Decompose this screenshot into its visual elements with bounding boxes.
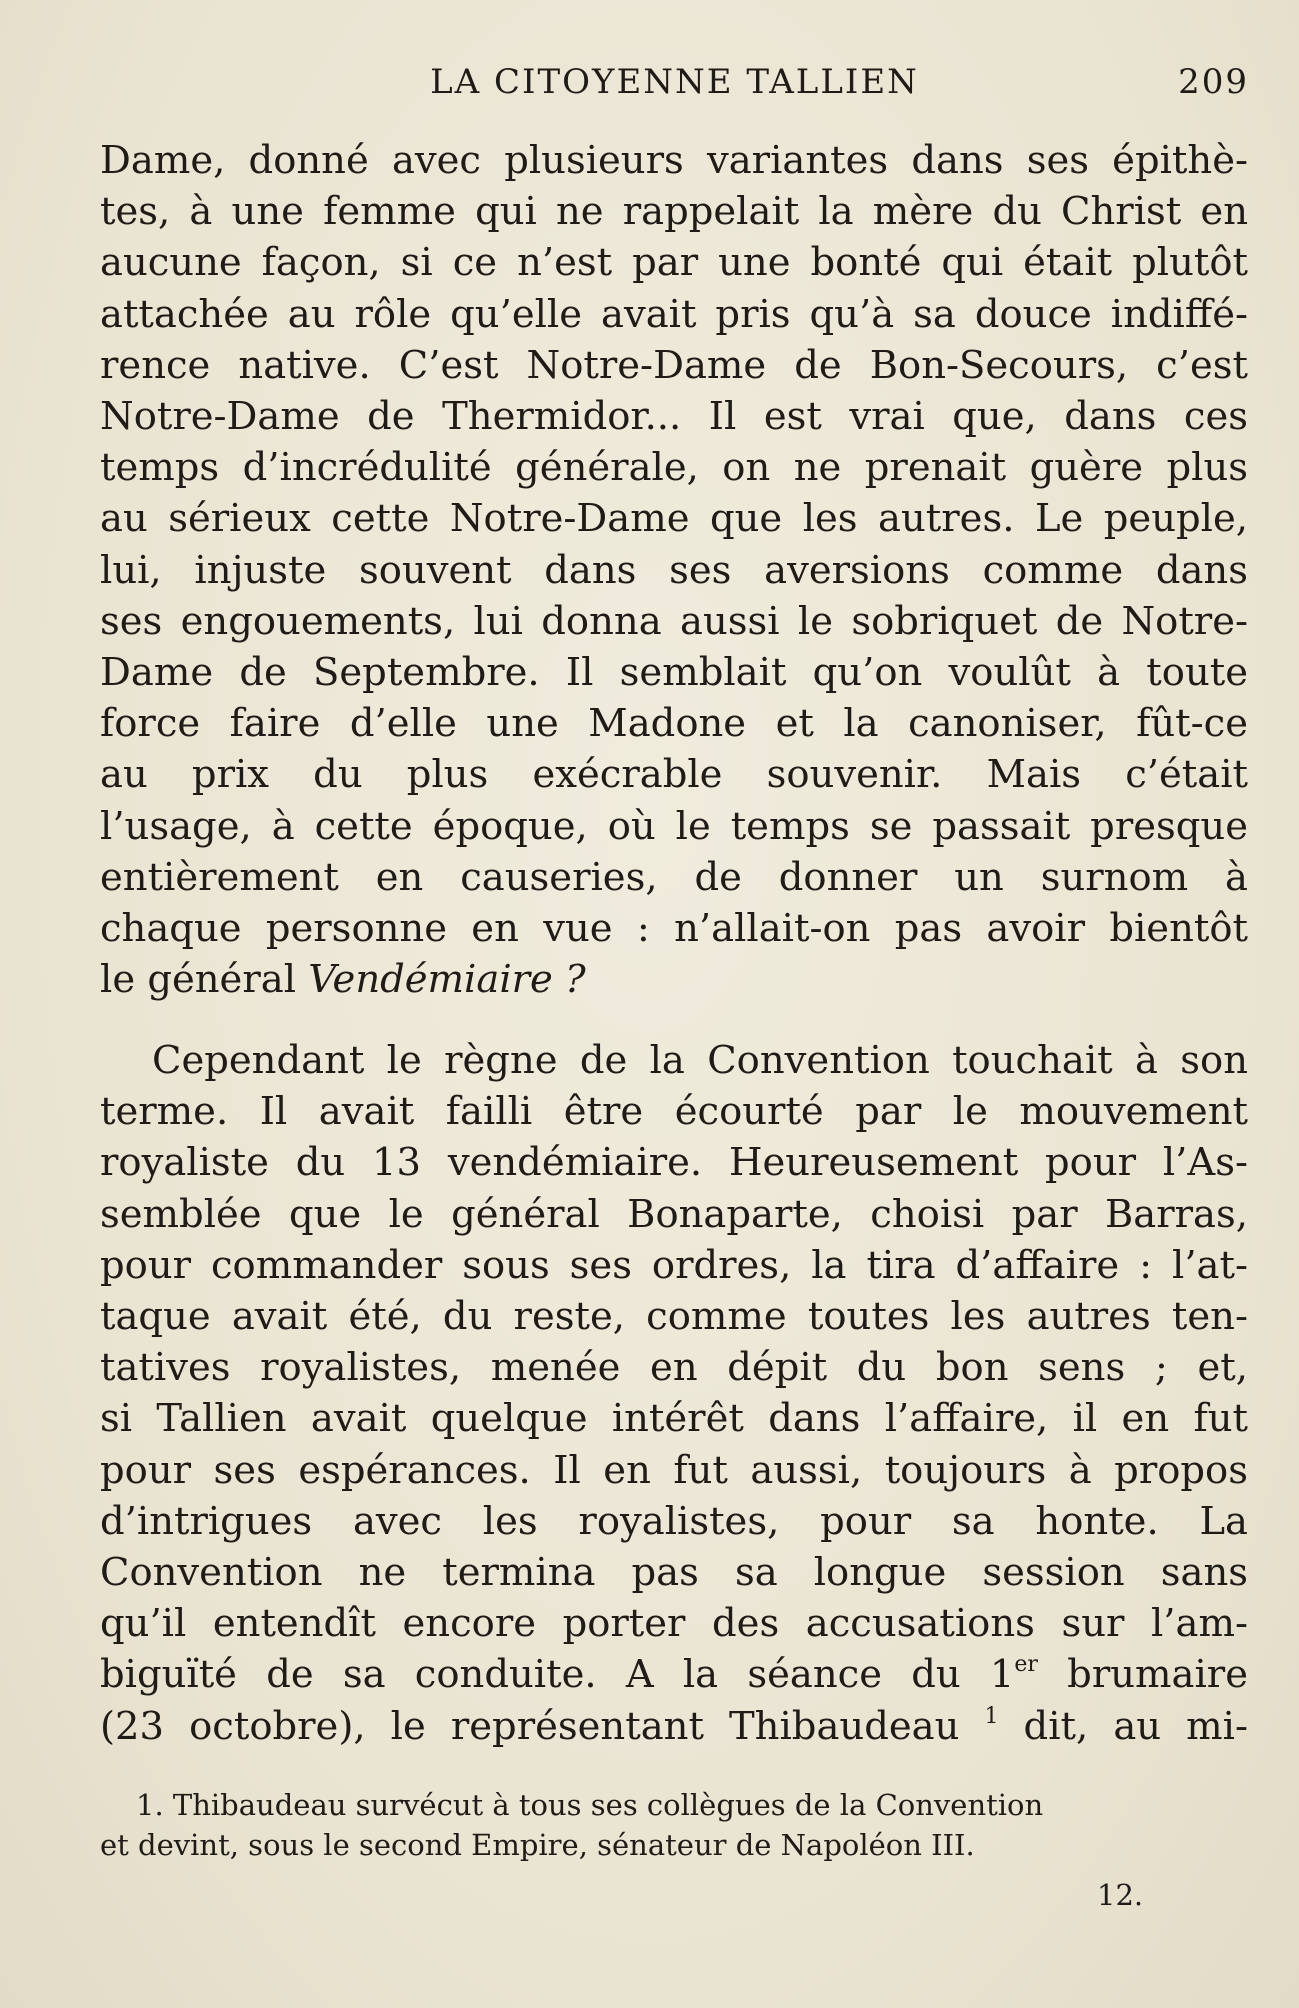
text-fragment: dit, au mi- <box>998 1703 1248 1749</box>
text-line: Dame de Septembre. Il semblait qu’on voulût à toute <box>100 650 1248 696</box>
text-line <box>100 1701 1248 1752</box>
text-line: d’intrigues avec les royalistes, pour sa honte. La <box>100 1498 1248 1544</box>
text-line: semblée que le général Bonaparte, choisi par Barras, <box>100 1191 1248 1237</box>
text-fragment: le général <box>100 957 309 1003</box>
text-line: terme. Il avait failli être écourté par le mouvement <box>100 1089 1248 1135</box>
text-line: au sérieux cette Notre-Dame que les autres. Le peuple, <box>100 496 1248 542</box>
text-line: taque avait été, du reste, comme toutes les autres ten- <box>100 1294 1248 1340</box>
paragraph-1 <box>100 135 1248 1005</box>
footnote-line: et devint, sous le second Empire, sénateur de Napoléon III. <box>100 1828 975 1862</box>
text-line: chaque personne en vue : n’allait-on pas avoir bientôt <box>100 906 1248 952</box>
running-title: LA CITOYENNE TALLIEN <box>430 62 919 102</box>
text-line: entièrement en causeries, de donner un surnom à <box>100 854 1248 900</box>
running-head <box>100 62 1249 112</box>
text-line: lui, injuste souvent dans ses aversions comme dans <box>100 547 1248 593</box>
text-line: Dame, donné avec plusieurs variantes dans ses épithè- <box>100 138 1248 183</box>
text-line: qu’il entendît encore porter des accusations sur l’am- <box>100 1601 1248 1647</box>
ordinal-superscript: er <box>1014 1652 1038 1678</box>
text-line <box>100 1649 1248 1700</box>
text-line: pour ses espérances. Il en fut aussi, toujours à propos <box>100 1447 1248 1493</box>
text-line: force faire d’elle une Madone et la canoniser, fût-ce <box>100 701 1248 747</box>
text-line-first: Cependant le règne de la Convention touchait à son <box>152 1038 1248 1083</box>
text-line: Convention ne termina pas sa longue session sans <box>100 1550 1248 1596</box>
text-fragment: (23 octobre), le représentant Thibaudeau <box>100 1703 985 1749</box>
text-line: temps d’incrédulité générale, on ne prenait guère plus <box>100 445 1248 491</box>
text-line: ses engouements, lui donna aussi le sobriquet de Notre- <box>100 598 1248 644</box>
signature-mark: 12. <box>1097 1878 1144 1912</box>
text-line: si Tallien avait quelque intérêt dans l’affaire, il en fut <box>100 1396 1248 1442</box>
italic-term: Vendémiaire ? <box>308 957 586 1003</box>
footnote-line: 1. Thibaudeau survécut à tous ses collègues de la Convention <box>136 1788 1044 1822</box>
text-line: tes, à une femme qui ne rappelait la mère du Christ en <box>100 189 1248 235</box>
text-line: au prix du plus exécrable souvenir. Mais c’était <box>100 752 1248 798</box>
text-line-last <box>100 954 1248 1005</box>
text-line: aucune façon, si ce n’est par une bonté qui était plutôt <box>100 240 1248 286</box>
footnote-reference[interactable]: 1 <box>984 1703 999 1729</box>
text-line: pour commander sous ses ordres, la tira d’affaire : l’at- <box>100 1242 1248 1288</box>
text-line: Notre-Dame de Thermidor... Il est vrai que, dans ces <box>100 394 1248 440</box>
text-fragment: biguïté de sa conduite. A la séance du 1 <box>100 1652 1015 1698</box>
text-line: rence native. C’est Notre-Dame de Bon-Secours, c’est <box>100 342 1248 388</box>
page-number: 209 <box>1178 62 1249 102</box>
text-line: attachée au rôle qu’elle avait pris qu’à sa douce indiffé- <box>100 291 1248 337</box>
text-line: l’usage, à cette époque, où le temps se passait presque <box>100 803 1248 849</box>
paragraph-2 <box>100 1035 1248 1752</box>
text-fragment: brumaire <box>1037 1652 1248 1698</box>
text-line: tatives royalistes, menée en dépit du bon sens ; et, <box>100 1345 1248 1391</box>
footnote <box>100 1785 1248 1865</box>
text-line: royaliste du 13 vendémiaire. Heureusement pour l’As- <box>100 1140 1248 1186</box>
